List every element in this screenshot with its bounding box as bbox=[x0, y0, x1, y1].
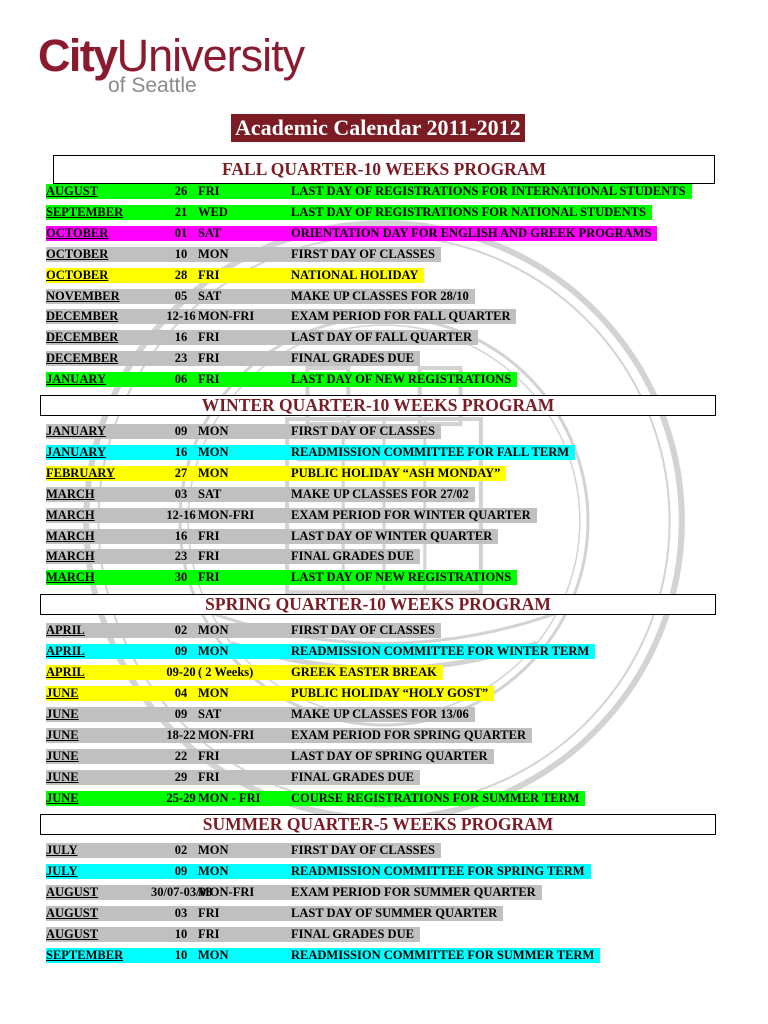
calendar-row bbox=[46, 487, 475, 502]
day-cell: 10 bbox=[174, 246, 188, 261]
section-header: WINTER QUARTER-10 WEEKS PROGRAM bbox=[40, 395, 716, 416]
logo-subtitle: of Seattle bbox=[108, 74, 197, 97]
weekday-cell: WED bbox=[198, 204, 228, 219]
event-cell: GREEK EASTER BREAK bbox=[291, 665, 437, 679]
weekday-cell: MON-FRI bbox=[198, 885, 255, 899]
month-cell: AUGUST bbox=[46, 906, 99, 920]
day-cell: 03 bbox=[174, 906, 188, 920]
calendar-row bbox=[46, 906, 503, 921]
weekday-cell: FRI bbox=[198, 528, 220, 543]
calendar-row bbox=[46, 424, 441, 439]
month-cell: OCTOBER bbox=[46, 267, 109, 282]
calendar-row bbox=[46, 948, 600, 963]
event-cell: FINAL GRADES DUE bbox=[291, 770, 414, 784]
month-cell: JULY bbox=[46, 864, 78, 878]
weekday-cell: FRI bbox=[198, 927, 220, 941]
weekday-cell: MON-FRI bbox=[198, 728, 255, 742]
section-header: SPRING QUARTER-10 WEEKS PROGRAM bbox=[40, 594, 716, 615]
calendar-row bbox=[46, 770, 420, 785]
event-cell: LAST DAY OF WINTER QUARTER bbox=[291, 528, 493, 543]
month-cell: JUNE bbox=[46, 686, 79, 700]
event-cell: READMISSION COMMITTEE FOR WINTER TERM bbox=[291, 644, 590, 658]
day-cell: 26 bbox=[174, 184, 188, 198]
event-cell: NATIONAL HOLIDAY bbox=[291, 267, 419, 282]
section-header: SUMMER QUARTER-5 WEEKS PROGRAM bbox=[40, 814, 716, 835]
weekday-cell: MON bbox=[198, 246, 229, 261]
day-cell: 16 bbox=[174, 528, 188, 543]
calendar-row bbox=[46, 644, 595, 659]
page-title: Academic Calendar 2011-2012 bbox=[231, 114, 525, 142]
weekday-cell: MON bbox=[198, 465, 229, 480]
day-cell: 05 bbox=[174, 288, 188, 303]
weekday-cell: MON bbox=[198, 424, 229, 438]
month-cell: JUNE bbox=[46, 770, 79, 784]
event-cell: FINAL GRADES DUE bbox=[291, 351, 414, 366]
event-cell: FIRST DAY OF CLASSES bbox=[291, 843, 435, 857]
month-cell: JANUARY bbox=[46, 444, 106, 459]
event-cell: LAST DAY OF REGISTRATIONS FOR NATIONAL STUDENTS bbox=[291, 204, 646, 219]
month-cell: APRIL bbox=[46, 644, 85, 658]
event-cell: EXAM PERIOD FOR WINTER QUARTER bbox=[291, 507, 531, 522]
weekday-cell: MON bbox=[198, 948, 229, 962]
day-cell: 23 bbox=[174, 351, 188, 366]
calendar-row bbox=[46, 226, 657, 241]
weekday-cell: FRI bbox=[198, 549, 220, 564]
day-cell: 22 bbox=[174, 749, 188, 763]
month-cell: DECEMBER bbox=[46, 309, 119, 324]
day-cell: 09 bbox=[174, 644, 188, 658]
event-cell: LAST DAY OF NEW REGISTRATIONS bbox=[291, 372, 512, 387]
calendar-row bbox=[46, 351, 420, 366]
month-cell: NOVEMBER bbox=[46, 288, 120, 303]
day-cell: 02 bbox=[174, 843, 188, 857]
section-header: FALL QUARTER-10 WEEKS PROGRAM bbox=[53, 155, 715, 184]
weekday-cell: SAT bbox=[198, 288, 222, 303]
weekday-cell: MON-FRI bbox=[198, 507, 255, 522]
month-cell: FEBRUARY bbox=[46, 465, 116, 480]
calendar-row bbox=[46, 184, 692, 199]
event-cell: PUBLIC HOLIDAY “HOLY GOST” bbox=[291, 686, 489, 700]
event-cell: FIRST DAY OF CLASSES bbox=[291, 246, 435, 261]
calendar-row bbox=[46, 445, 575, 460]
month-cell: JUNE bbox=[46, 749, 79, 763]
calendar-row bbox=[46, 372, 517, 387]
event-cell: LAST DAY OF SPRING QUARTER bbox=[291, 749, 488, 763]
weekday-cell: MON bbox=[198, 644, 229, 658]
event-cell: EXAM PERIOD FOR SPRING QUARTER bbox=[291, 728, 526, 742]
event-cell: MAKE UP CLASSES FOR 13/06 bbox=[291, 707, 469, 721]
event-cell: FINAL GRADES DUE bbox=[291, 927, 414, 941]
event-cell: MAKE UP CLASSES FOR 27/02 bbox=[291, 486, 469, 501]
weekday-cell: MON bbox=[198, 686, 229, 700]
month-cell: DECEMBER bbox=[46, 351, 119, 366]
month-cell: JULY bbox=[46, 843, 78, 857]
day-cell: 12-16 bbox=[166, 309, 196, 324]
month-cell: AUGUST bbox=[46, 184, 99, 198]
month-cell: JUNE bbox=[46, 707, 79, 721]
logo-wordmark bbox=[38, 30, 305, 81]
logo-brand-light: University bbox=[116, 30, 305, 81]
calendar-row bbox=[46, 791, 585, 806]
calendar-row bbox=[46, 686, 494, 701]
event-cell: FIRST DAY OF CLASSES bbox=[291, 623, 435, 637]
weekday-cell: MON bbox=[198, 623, 229, 637]
day-cell: 09-20 bbox=[166, 665, 196, 679]
calendar-row bbox=[46, 205, 652, 220]
day-cell: 10 bbox=[174, 948, 188, 962]
event-cell: MAKE UP CLASSES FOR 28/10 bbox=[291, 288, 469, 303]
day-cell: 09 bbox=[174, 864, 188, 878]
calendar-row bbox=[46, 309, 516, 324]
day-cell: 18-22 bbox=[166, 728, 196, 742]
calendar-row bbox=[46, 707, 475, 722]
calendar-row bbox=[46, 885, 542, 900]
event-cell: ORIENTATION DAY FOR ENGLISH AND GREEK PROGRAMS bbox=[291, 225, 652, 240]
calendar-row bbox=[46, 749, 494, 764]
day-cell: 10 bbox=[174, 927, 188, 941]
calendar-row bbox=[46, 549, 420, 564]
day-cell: 06 bbox=[174, 372, 188, 387]
weekday-cell: SAT bbox=[198, 225, 222, 240]
calendar-row bbox=[46, 529, 498, 544]
calendar-row bbox=[46, 268, 424, 283]
calendar-row bbox=[46, 843, 441, 858]
day-cell: 25-29 bbox=[166, 791, 196, 805]
month-cell: MARCH bbox=[46, 486, 95, 501]
weekday-cell: FRI bbox=[198, 906, 220, 920]
calendar-row bbox=[46, 864, 591, 879]
weekday-cell: SAT bbox=[198, 486, 222, 501]
month-cell: MARCH bbox=[46, 528, 95, 543]
day-cell: 27 bbox=[174, 465, 188, 480]
calendar-row bbox=[46, 466, 506, 481]
day-cell: 16 bbox=[174, 330, 188, 345]
event-cell: LAST DAY OF NEW REGISTRATIONS bbox=[291, 570, 512, 585]
day-cell: 16 bbox=[174, 444, 188, 459]
day-cell: 03 bbox=[174, 486, 188, 501]
month-cell: APRIL bbox=[46, 623, 85, 637]
logo-brand-main: City bbox=[38, 30, 117, 81]
month-cell: MARCH bbox=[46, 549, 95, 564]
month-cell: AUGUST bbox=[46, 885, 99, 899]
day-cell: 04 bbox=[174, 686, 188, 700]
day-cell: 21 bbox=[174, 204, 188, 219]
weekday-cell: ( 2 Weeks) bbox=[198, 665, 254, 679]
weekday-cell: MON-FRI bbox=[198, 309, 255, 324]
event-cell: EXAM PERIOD FOR SUMMER QUARTER bbox=[291, 885, 536, 899]
event-cell: READMISSION COMMITTEE FOR SUMMER TERM bbox=[291, 948, 595, 962]
month-cell: JANUARY bbox=[46, 424, 106, 438]
weekday-cell: FRI bbox=[198, 184, 220, 198]
weekday-cell: FRI bbox=[198, 330, 220, 345]
weekday-cell: FRI bbox=[198, 570, 220, 585]
event-cell: LAST DAY OF REGISTRATIONS FOR INTERNATIONAL STUDENTS bbox=[291, 184, 686, 198]
day-cell: 29 bbox=[174, 770, 188, 784]
weekday-cell: MON bbox=[198, 444, 229, 459]
month-cell: OCTOBER bbox=[46, 225, 109, 240]
event-cell: READMISSION COMMITTEE FOR FALL TERM bbox=[291, 444, 570, 459]
calendar-row bbox=[46, 623, 441, 638]
day-cell: 09 bbox=[174, 424, 188, 438]
event-cell: EXAM PERIOD FOR FALL QUARTER bbox=[291, 309, 511, 324]
month-cell: OCTOBER bbox=[46, 246, 109, 261]
event-cell: LAST DAY OF SUMMER QUARTER bbox=[291, 906, 498, 920]
month-cell: JUNE bbox=[46, 791, 79, 805]
month-cell: APRIL bbox=[46, 665, 85, 679]
calendar-row bbox=[46, 728, 532, 743]
calendar-row bbox=[46, 927, 420, 942]
month-cell: SEPTEMBER bbox=[46, 948, 124, 962]
weekday-cell: FRI bbox=[198, 351, 220, 366]
weekday-cell: MON bbox=[198, 864, 229, 878]
month-cell: JANUARY bbox=[46, 372, 106, 387]
event-cell: LAST DAY OF FALL QUARTER bbox=[291, 330, 473, 345]
day-cell: 28 bbox=[174, 267, 188, 282]
weekday-cell: FRI bbox=[198, 770, 220, 784]
month-cell: MARCH bbox=[46, 570, 95, 585]
event-cell: PUBLIC HOLIDAY “ASH MONDAY” bbox=[291, 465, 501, 480]
calendar-row bbox=[46, 247, 441, 262]
weekday-cell: FRI bbox=[198, 749, 220, 763]
calendar-row bbox=[46, 665, 443, 680]
calendar-row bbox=[46, 289, 475, 304]
month-cell: DECEMBER bbox=[46, 330, 119, 345]
month-cell: JUNE bbox=[46, 728, 79, 742]
event-cell: FIRST DAY OF CLASSES bbox=[291, 424, 435, 438]
month-cell: SEPTEMBER bbox=[46, 204, 124, 219]
city-university-logo bbox=[38, 30, 305, 97]
calendar-row bbox=[46, 330, 478, 345]
day-cell: 12-16 bbox=[166, 507, 196, 522]
day-cell: 01 bbox=[174, 225, 188, 240]
weekday-cell: MON bbox=[198, 843, 229, 857]
calendar-row bbox=[46, 570, 517, 585]
event-cell: COURSE REGISTRATIONS FOR SUMMER TERM bbox=[291, 791, 580, 805]
day-cell: 09 bbox=[174, 707, 188, 721]
event-cell: FINAL GRADES DUE bbox=[291, 549, 414, 564]
day-cell: 23 bbox=[174, 549, 188, 564]
calendar-row bbox=[46, 508, 537, 523]
month-cell: MARCH bbox=[46, 507, 95, 522]
weekday-cell: SAT bbox=[198, 707, 222, 721]
event-cell: READMISSION COMMITTEE FOR SPRING TERM bbox=[291, 864, 585, 878]
day-cell: 30/07-03/08 bbox=[151, 885, 213, 899]
weekday-cell: MON - FRI bbox=[198, 791, 261, 805]
day-cell: 02 bbox=[174, 623, 188, 637]
month-cell: AUGUST bbox=[46, 927, 99, 941]
weekday-cell: FRI bbox=[198, 372, 220, 387]
day-cell: 30 bbox=[174, 570, 188, 585]
weekday-cell: FRI bbox=[198, 267, 220, 282]
